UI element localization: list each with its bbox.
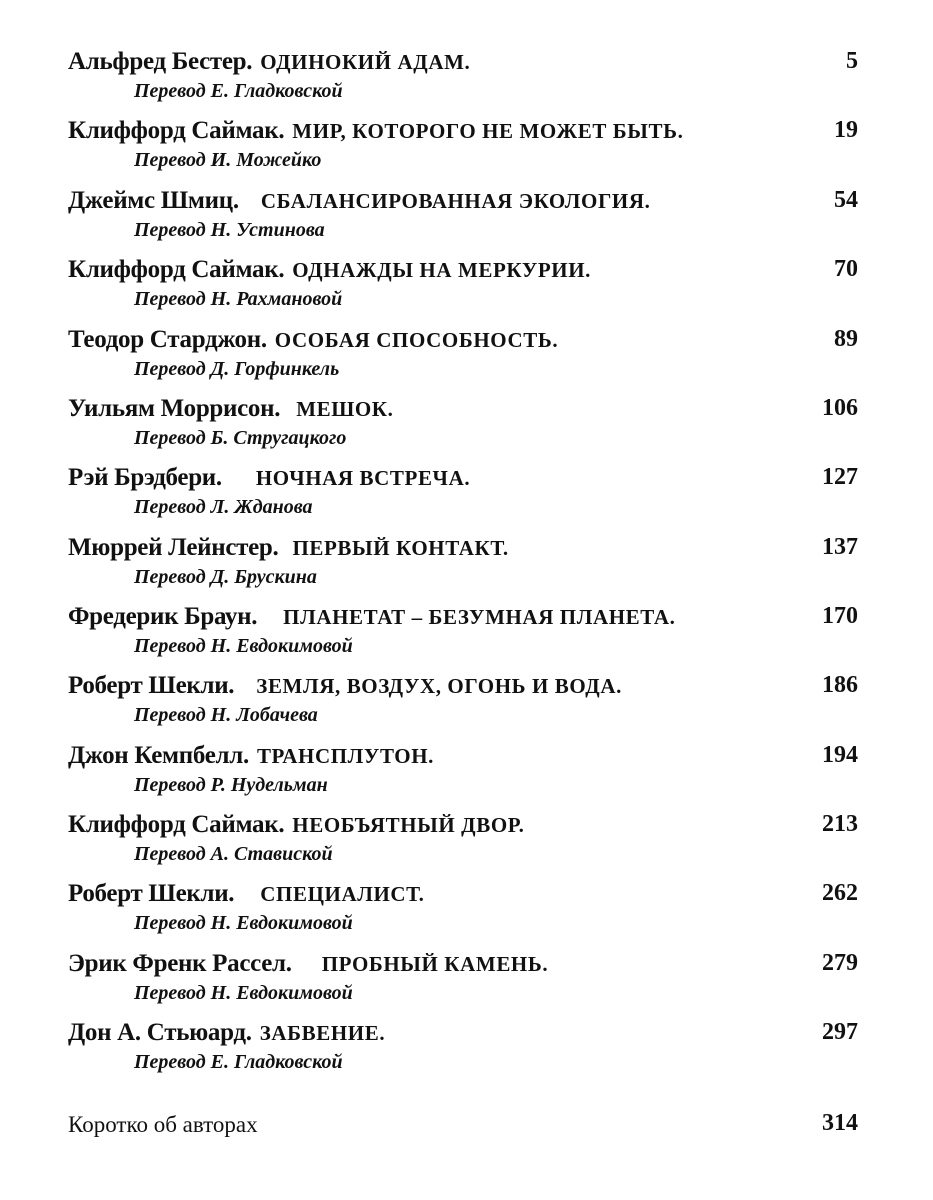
translator-credit: Перевод Е. Гладковской <box>134 80 343 102</box>
story-title: ОСОБАЯ СПОСОБНОСТЬ. <box>274 328 559 352</box>
story-title: ПЛАНЕТАТ – БЕЗУМНАЯ ПЛАНЕТА. <box>283 605 676 629</box>
author-name: Теодор Старджон. <box>68 326 267 353</box>
translator-credit: Перевод Д. Брускина <box>134 566 317 588</box>
story-title: ОДНАЖДЫ НА МЕРКУРИИ. <box>292 258 591 282</box>
page-number: 279 <box>822 950 858 976</box>
toc-entry <box>68 1019 858 1089</box>
page-number: 19 <box>834 117 858 143</box>
author-name: Дон А. Стьюард. <box>68 1019 252 1046</box>
story-title: ОДИНОКИЙ АДАМ. <box>260 50 471 74</box>
story-title: НЕОБЪЯТНЫЙ ДВОР. <box>292 813 525 837</box>
toc-entry-heading <box>68 950 858 984</box>
story-title: СПЕЦИАЛИСТ. <box>260 882 425 906</box>
author-name: Роберт Шекли. <box>68 880 235 907</box>
about-authors-page-number: 314 <box>822 1110 858 1136</box>
translator-credit: Перевод Н. Рахмановой <box>134 288 343 310</box>
translator-credit: Перевод Р. Нудельман <box>134 774 328 796</box>
toc-entry-heading <box>68 48 858 82</box>
author-name: Рэй Брэдбери. <box>68 464 222 491</box>
story-title: ТРАНСПЛУТОН. <box>256 744 434 768</box>
toc-entry <box>68 326 858 396</box>
toc-entry-heading <box>68 256 858 290</box>
author-name: Роберт Шекли. <box>68 672 235 699</box>
translator-credit: Перевод Н. Евдокимовой <box>134 635 353 657</box>
page-number: 127 <box>822 464 858 490</box>
toc-entry <box>68 395 858 465</box>
page-number: 137 <box>822 534 858 560</box>
author-name: Фредерик Браун. <box>68 603 258 630</box>
author-name: Клиффорд Саймак. <box>68 256 285 283</box>
toc-entry <box>68 48 858 118</box>
toc-entry-heading <box>68 464 858 498</box>
story-title: МИР, КОТОРОГО НЕ МОЖЕТ БЫТЬ. <box>292 119 684 143</box>
toc-entry <box>68 811 858 881</box>
toc-entry-heading <box>68 880 858 914</box>
toc-entry-heading <box>68 742 858 776</box>
translator-credit: Перевод Л. Жданова <box>134 496 313 518</box>
page-number: 194 <box>822 742 858 768</box>
page-number: 5 <box>846 48 858 74</box>
author-name: Альфред Бестер. <box>68 48 253 75</box>
author-name: Мюррей Лейнстер. <box>68 534 279 561</box>
author-name: Клиффорд Саймак. <box>68 117 285 144</box>
toc-entry-heading <box>68 811 858 845</box>
page-number: 89 <box>834 326 858 352</box>
translator-credit: Перевод Б. Стругацкого <box>134 427 347 449</box>
page-number: 54 <box>834 187 858 213</box>
toc-entry-heading <box>68 672 858 706</box>
story-title: ЗАБВЕНИЕ. <box>259 1021 386 1045</box>
page-number: 106 <box>822 395 858 421</box>
toc-entry <box>68 534 858 604</box>
page-number: 170 <box>822 603 858 629</box>
toc-entry-heading <box>68 117 858 151</box>
story-title: НОЧНАЯ ВСТРЕЧА. <box>255 466 471 490</box>
translator-credit: Перевод Н. Евдокимовой <box>134 912 353 934</box>
translator-credit: Перевод Е. Гладковской <box>134 1051 343 1073</box>
toc-entry <box>68 256 858 326</box>
toc-entry <box>68 672 858 742</box>
page-number: 297 <box>822 1019 858 1045</box>
toc-entry-heading <box>68 603 858 637</box>
author-name: Клиффорд Саймак. <box>68 811 285 838</box>
toc-entry-heading <box>68 395 858 429</box>
toc-entry-heading <box>68 326 858 360</box>
toc-entry <box>68 603 858 673</box>
toc-entry <box>68 742 858 812</box>
toc-entry <box>68 880 858 950</box>
translator-credit: Перевод Н. Евдокимовой <box>134 982 353 1004</box>
page-number: 262 <box>822 880 858 906</box>
page-number: 186 <box>822 672 858 698</box>
story-title: МЕШОК. <box>296 397 394 421</box>
page-number: 70 <box>834 256 858 282</box>
toc-entry-heading <box>68 534 858 568</box>
toc-entry <box>68 187 858 257</box>
translator-credit: Перевод А. Ставиской <box>134 843 333 865</box>
toc-entry <box>68 950 858 1020</box>
page-number: 213 <box>822 811 858 837</box>
story-title: ПЕРВЫЙ КОНТАКТ. <box>292 536 509 560</box>
story-title: СБАЛАНСИРОВАННАЯ ЭКОЛОГИЯ. <box>260 189 651 213</box>
translator-credit: Перевод Д. Горфинкель <box>134 358 340 380</box>
author-name: Эрик Френк Рассел. <box>68 950 292 977</box>
toc-entry-heading <box>68 1019 858 1053</box>
translator-credit: Перевод И. Можейко <box>134 149 322 171</box>
toc-entry <box>68 117 858 187</box>
about-authors-label: Коротко об авторах <box>68 1112 258 1137</box>
author-name: Уильям Моррисон. <box>68 395 281 422</box>
story-title: ЗЕМЛЯ, ВОЗДУХ, ОГОНЬ И ВОДА. <box>256 674 622 698</box>
story-title: ПРОБНЫЙ КАМЕНЬ. <box>321 952 549 976</box>
toc-entry-heading <box>68 187 858 221</box>
translator-credit: Перевод Н. Устинова <box>134 219 325 241</box>
author-name: Джон Кемпбелл. <box>68 742 249 769</box>
author-name: Джеймс Шмиц. <box>68 187 239 214</box>
translator-credit: Перевод Н. Лобачева <box>134 704 318 726</box>
toc-entry <box>68 464 858 534</box>
